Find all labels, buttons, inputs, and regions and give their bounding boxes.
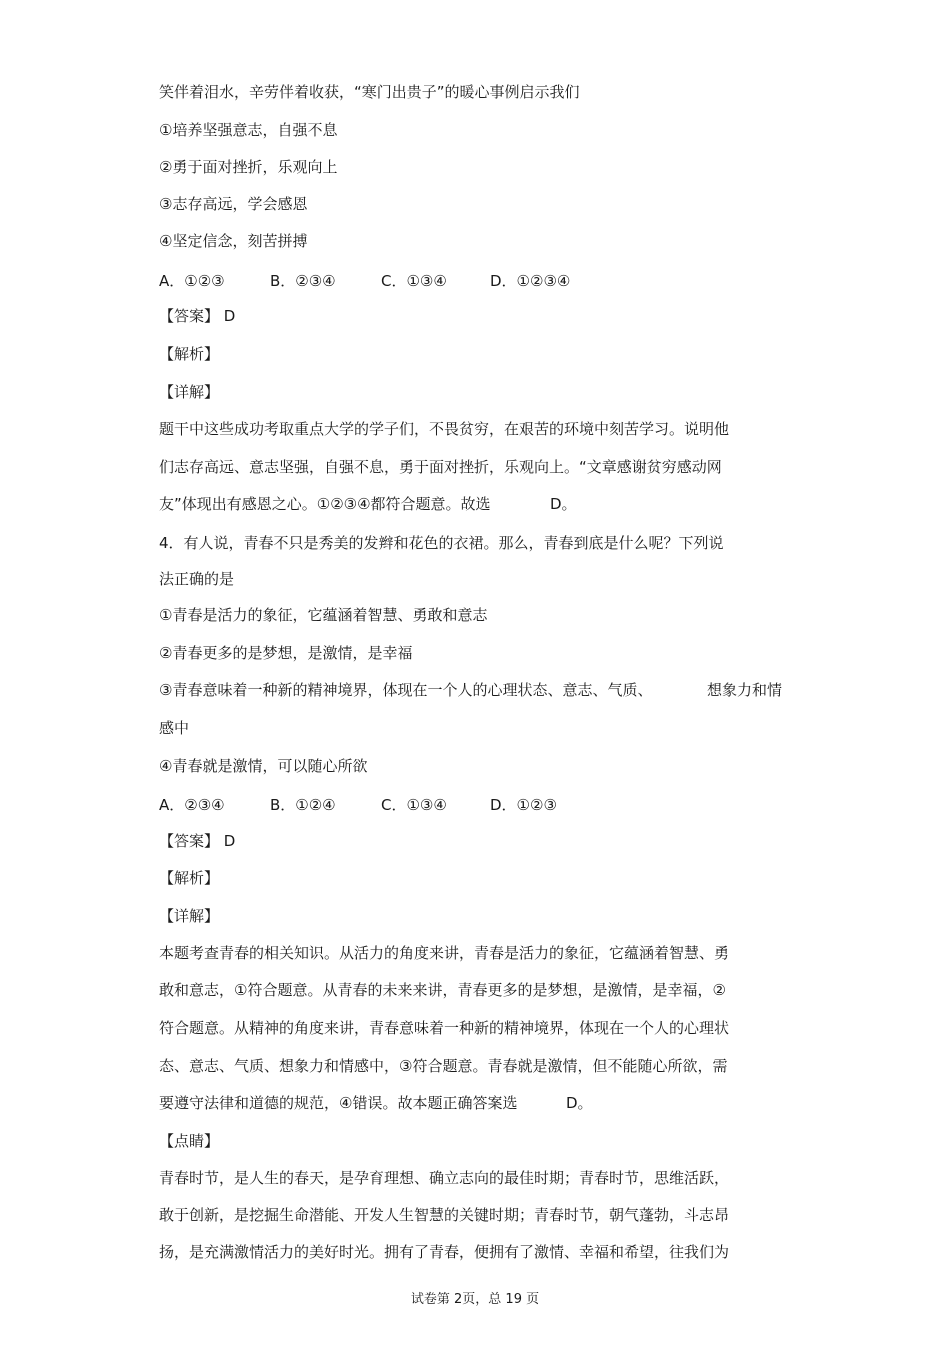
page-footer: 试卷第 2页，总 19 页: [410, 1292, 540, 1307]
q4-option-a: A．②③④: [159, 796, 225, 814]
q4-detail-line-4: 态、意志、气质、想象力和情感中，③符合题意。青春就是激情，但不能随心所欲，需: [159, 1057, 728, 1075]
q4-point-line-1: 青春时节，是人生的春天，是孕育理想、确立志向的最佳时期；青春时节，思维活跃，: [159, 1169, 730, 1187]
q4-stem-line-1: 4．有人说，青春不只是秀美的发辫和花色的衣裙。那么，青春到底是什么呢？下列说: [159, 534, 724, 552]
q3-item-2: ②勇于面对挫折，乐观向上: [159, 158, 338, 176]
q4-item-3-tail: 想象力和情: [707, 681, 783, 699]
q3-option-b: B．②③④: [270, 272, 336, 290]
q4-detail-line-2: 敢和意志，①符合题意。从青春的未来来讲，青春更多的是梦想，是激情，是幸福，②: [159, 981, 726, 999]
q4-item-3-cont: 感中: [159, 719, 190, 737]
q4-item-1: ①青春是活力的象征，它蕴涵着智慧、勇敢和意志: [159, 606, 488, 624]
q4-answer: 【答案】 D: [159, 832, 236, 850]
q3-detail-answer: D。: [550, 495, 577, 513]
q4-stem-line-2: 法正确的是: [159, 570, 235, 588]
q4-detail-line-1: 本题考查青春的相关知识。从活力的角度来讲，青春是活力的象征，它蕴涵着智慧、勇: [159, 944, 730, 962]
q4-detail-label: 【详解】: [159, 907, 220, 925]
q3-answer: 【答案】 D: [159, 307, 236, 325]
q3-item-1: ①培养坚强意志，自强不息: [159, 121, 338, 139]
q3-detail-label: 【详解】: [159, 383, 220, 401]
q4-option-c: C．①③④: [381, 796, 447, 814]
q3-analysis-label: 【解析】: [159, 345, 220, 363]
q4-option-d: D．①②③: [490, 796, 557, 814]
q3-item-3: ③志存高远，学会感恩: [159, 195, 308, 213]
q3-option-d: D．①②③④: [490, 272, 571, 290]
q3-stem: 笑伴着泪水，辛劳伴着收获，“寒门出贵子”的暖心事例启示我们: [159, 83, 580, 101]
q4-detail-line-5: 要遵守法律和道德的规范，④错误。故本题正确答案选: [159, 1094, 518, 1112]
q4-item-3: ③青春意味着一种新的精神境界，体现在一个人的心理状态、意志、气质、: [159, 681, 653, 699]
q3-item-4: ④坚定信念，刻苦拼搏: [159, 232, 308, 250]
q4-detail-line-3: 符合题意。从精神的角度来讲，青春意味着一种新的精神境界，体现在一个人的心理状: [159, 1019, 730, 1037]
q3-option-a: A．①②③: [159, 272, 225, 290]
q4-point-label: 【点睛】: [159, 1132, 220, 1150]
q4-point-line-2: 敢于创新，是挖掘生命潜能、开发人生智慧的关键时期；青春时节，朝气蓬勃，斗志昂: [159, 1206, 730, 1224]
q3-detail-line-1: 题干中这些成功考取重点大学的学子们，不畏贫穷，在艰苦的环境中刻苦学习。说明他: [159, 420, 730, 438]
q3-detail-line-3: 友”体现出有感恩之心。①②③④都符合题意。故选: [159, 495, 491, 513]
q4-point-line-3: 扬，是充满激情活力的美好时光。拥有了青春，便拥有了激情、幸福和希望，往我们为: [159, 1243, 730, 1261]
q3-option-c: C．①③④: [381, 272, 447, 290]
q4-item-4: ④青春就是激情，可以随心所欲: [159, 757, 368, 775]
q4-item-2: ②青春更多的是梦想，是激情，是幸福: [159, 644, 413, 662]
q4-option-b: B．①②④: [270, 796, 336, 814]
q4-analysis-label: 【解析】: [159, 869, 220, 887]
q3-detail-line-2: 们志存高远、意志坚强，自强不息，勇于面对挫折，乐观向上。“文章感谢贫穷感动网: [159, 458, 722, 476]
q4-detail-answer: D。: [566, 1094, 593, 1112]
